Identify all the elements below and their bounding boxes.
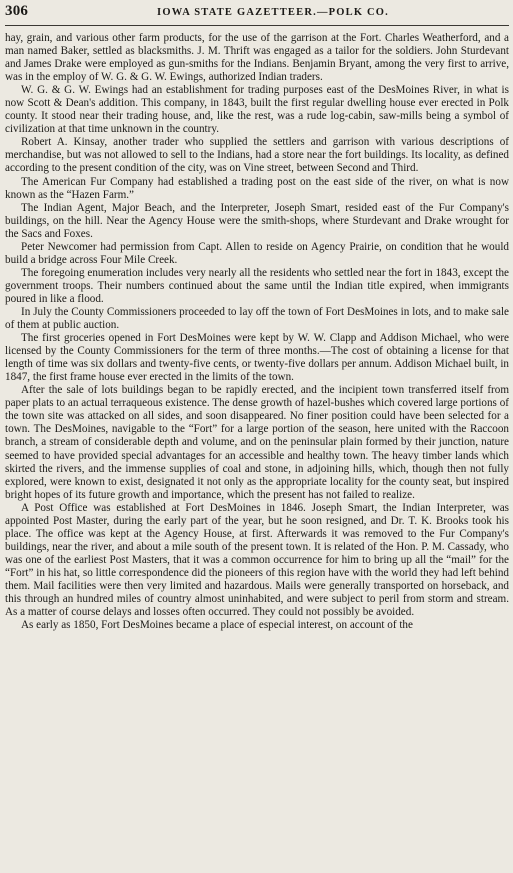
paragraph-kinsay: Robert A. Kinsay, another trader who supplied the settlers and garrison with various descriptions of merchandise, but was not allowed to sell to the Indians, had a store near the fort buildings. Its locality, as defined according to the present condition of the city, was on Vine street, between Second and Third.	[5, 136, 509, 175]
running-head	[5, 3, 509, 26]
paragraph-sale-of-lots: After the sale of lots buildings began to be rapidly erected, and the incipient town transferred itself from paper plats to an actual terraqueous existence. The dense growth of hazel-bushes which covered large portions of the town site was attacked on all sides, and soon disappeared. No finer position could have been selected for a town. The DesMoines, navigable to the “Fort” for a large portion of the season, here united with the Raccoon branch, a stream of considerable depth and volume, and on the peninsular plain formed by their junction, nature seemed to have provided special advantages for an accessible and healthy town. The heavy timber lands which skirted the rivers, and the immense supplies of coal and stone, in adjoining hills, which, though then not fully explored, were known to exist, designated it not only as the appropriate locality for the county seat, but inspired bright hopes of its future growth and importance, which the present has not failed to realize.	[5, 384, 509, 501]
paragraph-newcomer: Peter Newcomer had permission from Capt. Allen to reside on Agency Prairie, on condition that he would build a bridge across Four Mile Creek.	[5, 240, 509, 266]
running-title: IOWA STATE GAZETTEER.—POLK CO.	[157, 7, 389, 18]
paragraph-first-groceries: The first groceries opened in Fort DesMoines were kept by W. W. Clapp and Addison Michael, who were licensed by the County Commissioners for the term of three months.—The cost of obtaining a license for that length of time was six dollars and twenty-five cents, or twenty-five dollars per annum. Addison Michael built, in 1847, the first frame house ever erected in the limits of the town.	[5, 332, 509, 384]
paragraph-post-office: A Post Office was established at Fort DesMoines in 1846. Joseph Smart, the Indian Interpreter, was appointed Post Master, during the early part of the year, but he soon resigned, and Dr. T. K. Brooks took his place. The office was kept at the Agency House, at first. Afterwards it was removed to the Fur Company's buildings, near the river, and about a mile south of the present town. It is related of the Hon. P. M. Cassady, who was one of the earliest Post Masters, that it was a common occurrence for him to bring up all the “mail” for the “Fort” in his hat, so little correspondence did the pioneers of this region have with the world they had left behind them. Mail facilities were then very limited and hazardous. Mails were generally transported on horseback, and this through an hundred miles of country almost uninhabited, and were subject to peril from storm and stream. As a matter of course delays and losses often occurred. They could not possibly be avoided.	[5, 501, 509, 619]
paragraph-continuation: hay, grain, and various other farm products, for the use of the garrison at the Fort. Charles Weatherford, and a man named Baker, settled as blacksmiths. J. M. Thrift was engaged as a tailor for the soldiers. John Sturdevant and James Drake were employed as gun-smiths for the Indians. Benjamin Bryant, among the very first to arrive, was in the employ of W. G. & G. W. Ewings, authorized Indian traders.	[5, 32, 509, 84]
paragraph-ewings: W. G. & G. W. Ewings had an establishment for trading purposes east of the DesMoines River, in what is now Scott & Dean's addition. This company, in 1843, built the first regular dwelling house ever erected in Polk county. It stood near their trading house, and, like the rest, was a rude log-cabin, saw-mills being a symbol of civilization at that time unknown in the country.	[5, 84, 509, 136]
paragraph-indian-agent: The Indian Agent, Major Beach, and the Interpreter, Joseph Smart, resided east of the Fur Company's buildings, on the hill. Near the Agency House were the smith-shops, where Sturdevant and Drake wrought for the Sacs and Foxes.	[5, 201, 509, 240]
paragraph-american-fur-company: The American Fur Company had established a trading post on the east side of the river, on what is now known as the “Hazen Farm.”	[5, 175, 509, 201]
page-number: 306	[5, 3, 29, 19]
body-text	[5, 32, 509, 632]
paragraph-1850: As early as 1850, Fort DesMoines became a place of especial interest, on account of the	[21, 619, 413, 632]
paragraph-county-commissioners: In July the County Commissioners proceeded to lay off the town of Fort DesMoines in lots, and to make sale of them at public auction.	[5, 305, 509, 332]
paragraph-enumeration: The foregoing enumeration includes very nearly all the residents who settled near the fort in 1843, except the government troops. Their numbers continued about the same until the Indian title expired, when immigrants poured in like a flood.	[5, 266, 509, 305]
